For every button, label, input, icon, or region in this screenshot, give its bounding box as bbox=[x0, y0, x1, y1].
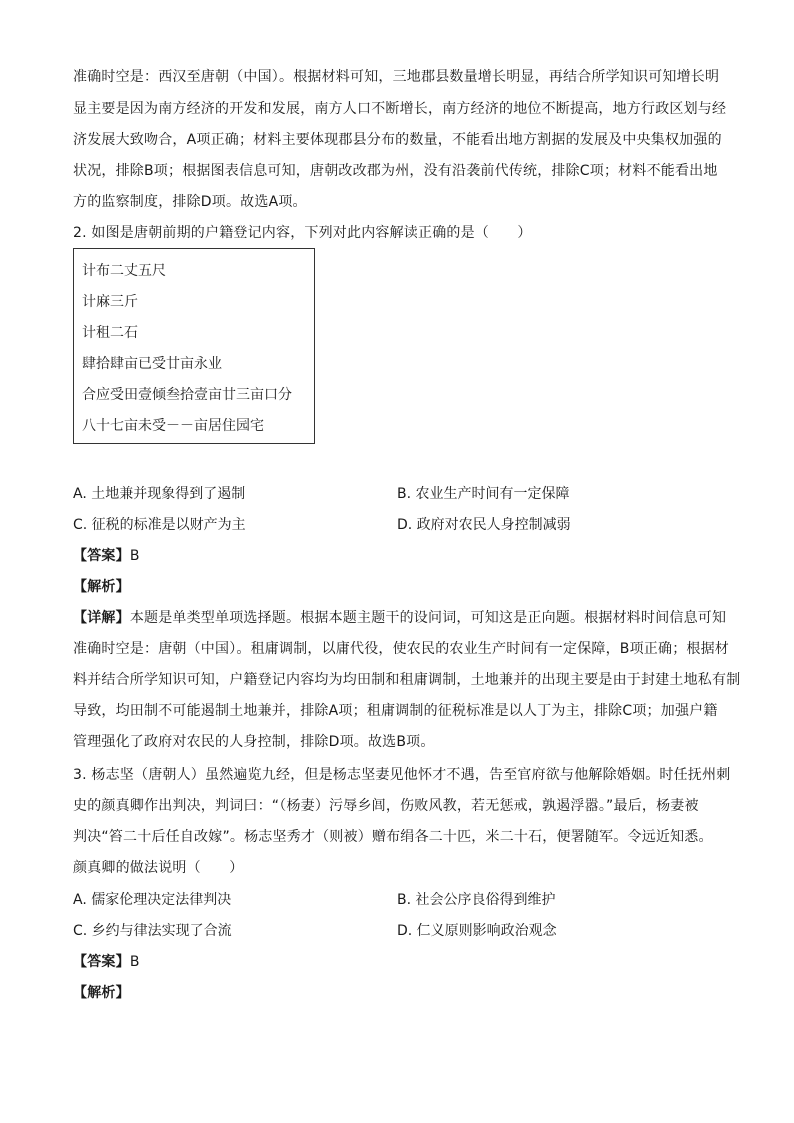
q3-stem-line-2: 史的颜真卿作出判决，判词曰：“（杨妻）污辱乡闾，伤败风教，若无惩戒，孰遏浮嚣。”最后，杨妻被 bbox=[73, 798, 699, 814]
q3-option-b: B. 社会公序良俗得到维护 bbox=[397, 892, 556, 908]
q2-option-c: C. 征税的标准是以财产为主 bbox=[73, 517, 246, 533]
q1-tail-line-4: 状况，排除B项；根据图表信息可知，唐朝改改郡为州，没有沿袭前代传统，排除C项；材料不能看出地 bbox=[73, 163, 718, 179]
register-line-4: 肆拾肆亩已受廿亩永业 bbox=[82, 356, 222, 372]
q2-detail-label: 【详解】 bbox=[73, 610, 130, 626]
register-line-6: 八十七亩未受－－亩居住园宅 bbox=[82, 418, 264, 434]
q3-option-a: A. 儒家伦理决定法律判决 bbox=[73, 892, 232, 908]
q1-tail-line-5: 方的监察制度，排除D项。故选A项。 bbox=[73, 194, 307, 210]
q1-tail-line-1: 准确时空是：西汉至唐朝（中国）。根据材料可知，三地郡县数量增长明显，再结合所学知识可知增长明 bbox=[73, 69, 720, 85]
q3-option-d: D. 仁义原则影响政治观念 bbox=[397, 923, 557, 939]
q2-option-d: D. 政府对农民人身控制减弱 bbox=[397, 517, 571, 533]
q3-stem-line-1: 3. 杨志坚（唐朝人）虽然遍览九经，但是杨志坚妻见他怀才不遇，告至官府欲与他解除婚姻。时任抚州刺 bbox=[73, 767, 731, 783]
register-line-5: 合应受田壹倾叁拾壹亩廿三亩口分 bbox=[82, 387, 292, 403]
q3-stem-line-4: 颜真卿的做法说明（ ） bbox=[73, 860, 244, 876]
q2-analysis-label: 【解析】 bbox=[73, 579, 130, 595]
q2-option-a: A. 土地兼并现象得到了遏制 bbox=[73, 486, 246, 502]
q2-detail-line-4: 导致，均田制不可能遏制土地兼并，排除A项；租庸调制的征税标准是以人丁为主，排除C项；加强户籍 bbox=[73, 703, 718, 719]
q2-answer-label: 【答案】 bbox=[73, 548, 130, 564]
q2-answer bbox=[73, 546, 140, 566]
register-line-1: 计布二丈五尺 bbox=[82, 263, 166, 279]
q3-answer-value: B bbox=[129, 954, 140, 970]
q3-answer bbox=[73, 952, 140, 972]
q2-option-b: B. 农业生产时间有一定保障 bbox=[397, 486, 570, 502]
q3-stem-line-3: 判决“笞二十后任自改嫁”。杨志坚秀才（则被）赠布绢各二十匹，米二十石，便署随军。令远近知悉。 bbox=[73, 829, 713, 845]
q3-analysis-label: 【解析】 bbox=[73, 985, 130, 1001]
q1-tail-line-2: 显主要是因为南方经济的开发和发展，南方人口不断增长，南方经济的地位不断提高，地方行政区划与经 bbox=[73, 101, 727, 117]
q2-stem: 2. 如图是唐朝前期的户籍登记内容，下列对此内容解读正确的是（ ） bbox=[73, 225, 532, 241]
register-line-3: 计租二石 bbox=[82, 325, 138, 341]
q2-detail-line-1 bbox=[73, 608, 726, 628]
q2-detail-text-1: 本题是单类型单项选择题。根据本题主题干的设问词，可知这是正向题。根据材料时间信息可知 bbox=[129, 610, 727, 626]
household-register-box bbox=[73, 248, 315, 444]
q2-answer-value: B bbox=[129, 548, 140, 564]
q1-tail-line-3: 济发展大致吻合，A项正确；材料主要体现郡县分布的数量，不能看出地方割据的发展及中央集权加强的 bbox=[73, 132, 722, 148]
q3-answer-label: 【答案】 bbox=[73, 954, 130, 970]
q2-detail-line-5: 管理强化了政府对农民的人身控制，排除D项。故选B项。 bbox=[73, 734, 435, 750]
q2-detail-line-2: 准确时空是：唐朝（中国）。租庸调制，以庸代役，使农民的农业生产时间有一定保障，B项正确；根据材 bbox=[73, 641, 730, 657]
q3-option-c: C. 乡约与律法实现了合流 bbox=[73, 923, 232, 939]
q2-detail-line-3: 料并结合所学知识可知，户籍登记内容均为均田制和租庸调制，土地兼并的出现主要是由于封建土地私有制 bbox=[73, 672, 741, 688]
register-line-2: 计麻三斤 bbox=[82, 294, 138, 310]
